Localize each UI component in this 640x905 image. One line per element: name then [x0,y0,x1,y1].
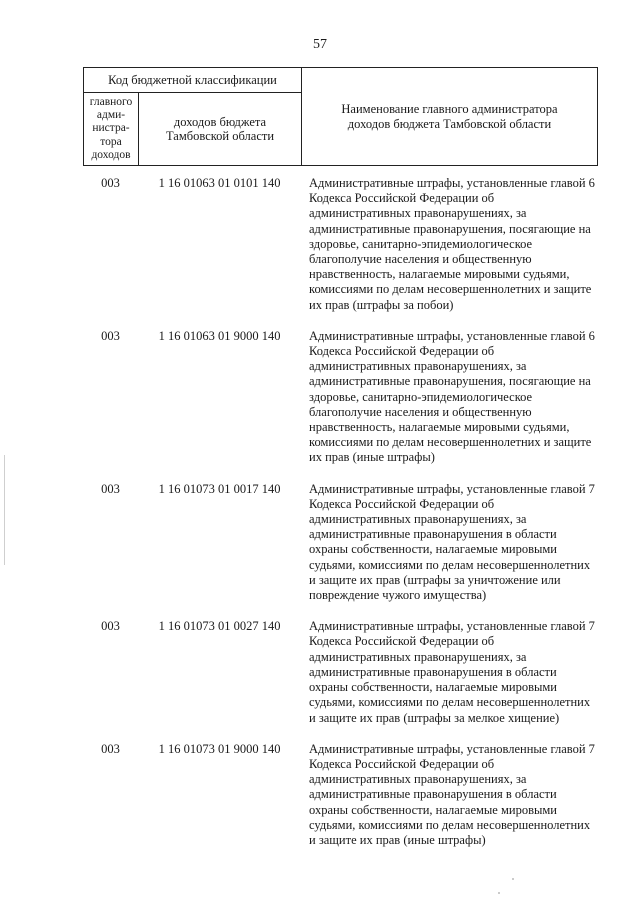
income-code: 1 16 01073 01 9000 140 [158,741,281,756]
table-row [83,609,597,731]
admin-code: 003 [101,328,120,343]
income-code: 1 16 01073 01 0017 140 [158,481,281,496]
header-income-code: доходов бюджета Тамбовской области [139,93,302,166]
table-row [83,472,597,610]
table-header [83,67,597,166]
table-row [83,166,597,319]
income-code: 1 16 01063 01 0101 140 [158,176,281,190]
header-administrator-name: Наименование главного администратора доходов бюджета Тамбовской области [302,68,598,166]
income-code: 1 16 01073 01 0027 140 [158,619,281,634]
scan-speck [498,892,500,894]
table-row [83,319,597,472]
administrator-description: Административные штрафы, установленные главой 6 Кодекса Российской Федерации об административных правонарушениях, за административные правонарушения, посягающие на здоровье, санитарно-эпидемиологическое благополучие населения и общественную нравственность, налагаемые мировыми судьями, комиссиями по делам несовершеннолетних и защите их прав (штрафы за побои) [309,176,595,312]
income-code: 1 16 01063 01 9000 140 [158,328,281,343]
administrator-description: Административные штрафы, установленные главой 6 Кодекса Российской Федерации об административных правонарушениях, за административные правонарушения, посягающие на здоровье, санитарно-эпидемиологическое благополучие населения и общественную нравственность, налагаемые мировыми судьями, комиссиями по делам несовершеннолетних и защите их прав (иные штрафы) [309,328,595,465]
administrator-description: Административные штрафы, установленные главой 7 Кодекса Российской Федерации об административных правонарушениях, за административные правонарушения в области охраны собственности, налагаемые мировыми судьями, комиссиями по делам несовершеннолетних и защите их прав (штрафы за мелкое хищение) [309,619,595,725]
administrator-description: Административные штрафы, установленные главой 7 Кодекса Российской Федерации об административных правонарушениях, за административные правонарушения в области охраны собственности, налагаемые мировыми судьями, комиссиями по делам несовершеннолетних и защите их прав (иные штрафы) [309,741,595,847]
scan-margin-mark [4,455,5,565]
administrator-description: Административные штрафы, установленные главой 7 Кодекса Российской Федерации об административных правонарушениях, за административные правонарушения в области охраны собственности, налагаемые мировыми судьями, комиссиями по делам несовершеннолетних и защите их прав (штрафы за уничтожение или повреждение чужого имущества) [309,481,595,603]
table-body [83,166,597,854]
scan-speck [512,878,514,880]
admin-code: 003 [101,741,120,756]
admin-code: 003 [101,481,120,496]
header-main-administrator: главного адми-нистра-тора доходов [84,93,139,166]
admin-code: 003 [101,176,120,190]
admin-code: 003 [101,619,120,634]
table-row [83,732,597,854]
header-budget-classification-code: Код бюджетной классификации [84,68,302,93]
page-number: 57 [313,37,327,52]
